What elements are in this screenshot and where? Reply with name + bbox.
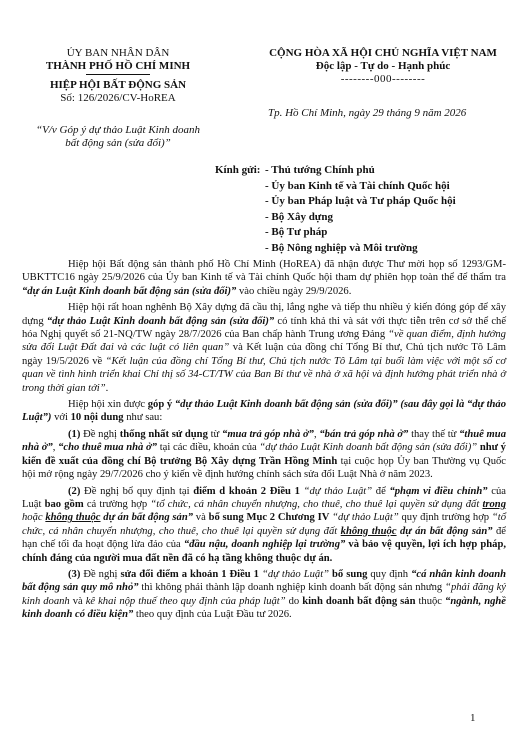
org-name-line2: THÀNH PHỐ HỒ CHÍ MINH xyxy=(45,60,191,72)
association-name: HIỆP HỘI BẤT ĐỘNG SẢN xyxy=(49,79,187,91)
paragraph-intro: Hiệp hội xin được góp ý “dự thảo Luật Kinh doanh bất động sản (sửa đổi)” (sau đây gọi là “dự thảo Luật”) với 10 nội dung như sau: xyxy=(22,399,507,424)
comment-item-3: (3) Đề nghị sửa đổi điểm a khoản 1 Điều 1 “dự thảo Luật” bổ sung quy định “cá nhân kinh doanh bất động sản quy mô nhỏ” thì không phải thành lập doanh nghiệp kinh doanh bất động sản nhưng “phải đăng ký kinh doanh và kê khai nộp thuế theo quy định của pháp luật” do kinh doanh bất động sản thuộc “ngành, nghề kinh doanh có điều kiện” theo quy định của Luật Đầu tư 2026. xyxy=(22,568,507,621)
recipients-list xyxy=(265,163,456,256)
header-divider-line xyxy=(86,74,150,75)
recipient-item: - Bộ Tư pháp xyxy=(265,226,328,238)
page-number: 1 xyxy=(470,712,476,724)
document-subject: “V/v Góp ý dự thảo Luật Kinh doanh bất động sản (sửa đổi)” xyxy=(36,124,200,149)
recipients-label: Kính gửi: xyxy=(215,164,261,176)
recipient-item: - Bộ Nông nghiệp và Môi trường xyxy=(265,241,418,254)
comment-item-2: (2) Đề nghị bổ quy định tại điểm d khoản 2 Điều 1 “dự thảo Luật” để “phạm vi điều chỉnh” của Luật bao gồm cả trường hợp “tổ chức, cá nhân chuyển nhượng, cho thuê, cho thuê lại quyền sử dụng đất trong hoặc không thuộc dự án bất động sản” và bổ sung Mục 2 Chương IV “dự thảo Luật” quy định trường hợp “tổ chức, cá nhân chuyển nhượng, cho thuê, cho thuê lại quyền sử dụng đất không thuộc dự án bất động sản” để hạn chế tối đa hoạt động lừa đảo của “đầu nậu, doanh nghiệp lại trường” và bảo vệ quyền, lợi ích hợp pháp, chính đáng của người mua đất nền đã có hạ tầng không thuộc dự án. xyxy=(22,485,507,564)
org-name-line1: ỦY BAN NHÂN DÂN xyxy=(66,47,170,59)
national-title: CỘNG HÒA XÃ HỘI CHỦ NGHĨA VIỆT NAM xyxy=(269,47,497,59)
motto-divider: --------000-------- xyxy=(340,73,426,85)
document-number: Số: 126/2026/CV-HoREA xyxy=(60,92,176,104)
comment-item-1: (1) Đề nghị thống nhất sử dụng từ “mua trả góp nhà ở”, “bán trả góp nhà ở” thay thế từ “thuê mua nhà ở”, “cho thuê mua nhà ở” tại các điều, khoản của “dự thảo Luật Kinh doanh bất động sản (sửa đổi)” như ý kiến đề xuất của đồng chí Bộ trưởng Bộ Xây dựng Trần Hồng Minh tại cuộc họp Ủy ban Thường vụ Quốc hội mở rộng ngày 29/7/2026 cho ý kiến về định hướng chính sách sửa đổi Luật Nhà ở năm 2023. xyxy=(22,428,507,481)
recipient-item: - Thủ tướng Chính phủ xyxy=(265,164,375,176)
national-motto: Độc lập - Tự do - Hạnh phúc xyxy=(315,60,451,72)
letter-body xyxy=(22,258,506,625)
national-header xyxy=(252,47,514,86)
recipients-block xyxy=(215,163,456,254)
paragraph-invitation: Hiệp hội Bất động sản thành phố Hồ Chí Minh (HoREA) đã nhận được Thư mời họp số 1293/GM-UBKTTC16 ngày 25/9/2026 của Ủy ban Kinh tế và Tài chính Quốc hội tham dự phiên họp toàn thể để thẩm tra “dự án Luật Kinh doanh bất động sản (sửa đổi)” vào chiều ngày 29/9/2026. xyxy=(22,259,506,297)
recipient-item: - Bộ Xây dựng xyxy=(265,210,334,223)
paragraph-appreciation: Hiệp hội rất hoan nghênh Bộ Xây dựng đã cầu thị, lắng nghe và tiếp thu nhiều ý kiến đóng góp để xây dựng “dự thảo Luật Kinh doanh bất động sản (sửa đổi)” có tính khả thi và sát với thực tiễn trên cơ sở thể chế hóa Nghị quyết số 21-NQ/TW ngày 28/7/2026 của Ban chấp hành Trung ương Đảng “về quan điểm, định hướng sửa đổi Luật Đất đai và các luật có liên quan” và Kết luận của đồng chí Tổng Bí thư, Chủ tịch nước Tô Lâm ngày 19/5/2026 về “Kết luận của đồng chí Tổng Bí thư, Chủ tịch nước Tô Lâm tại buổi làm việc với một số cơ quan về tình hình triển khai Chỉ thị số 34-CT/TW của Ban Bí thư về nhà ở xã hội và định hướng phát triển nhà ở trong thời gian tới”. xyxy=(22,302,507,394)
recipient-item: - Ủy ban Kinh tế và Tài chính Quốc hội xyxy=(265,179,450,192)
issuer-header xyxy=(18,47,218,105)
recipient-item: - Ủy ban Pháp luật và Tư pháp Quốc hội xyxy=(265,195,456,207)
document-date: Tp. Hồ Chí Minh, ngày 29 tháng 9 năm 2026 xyxy=(268,107,467,119)
